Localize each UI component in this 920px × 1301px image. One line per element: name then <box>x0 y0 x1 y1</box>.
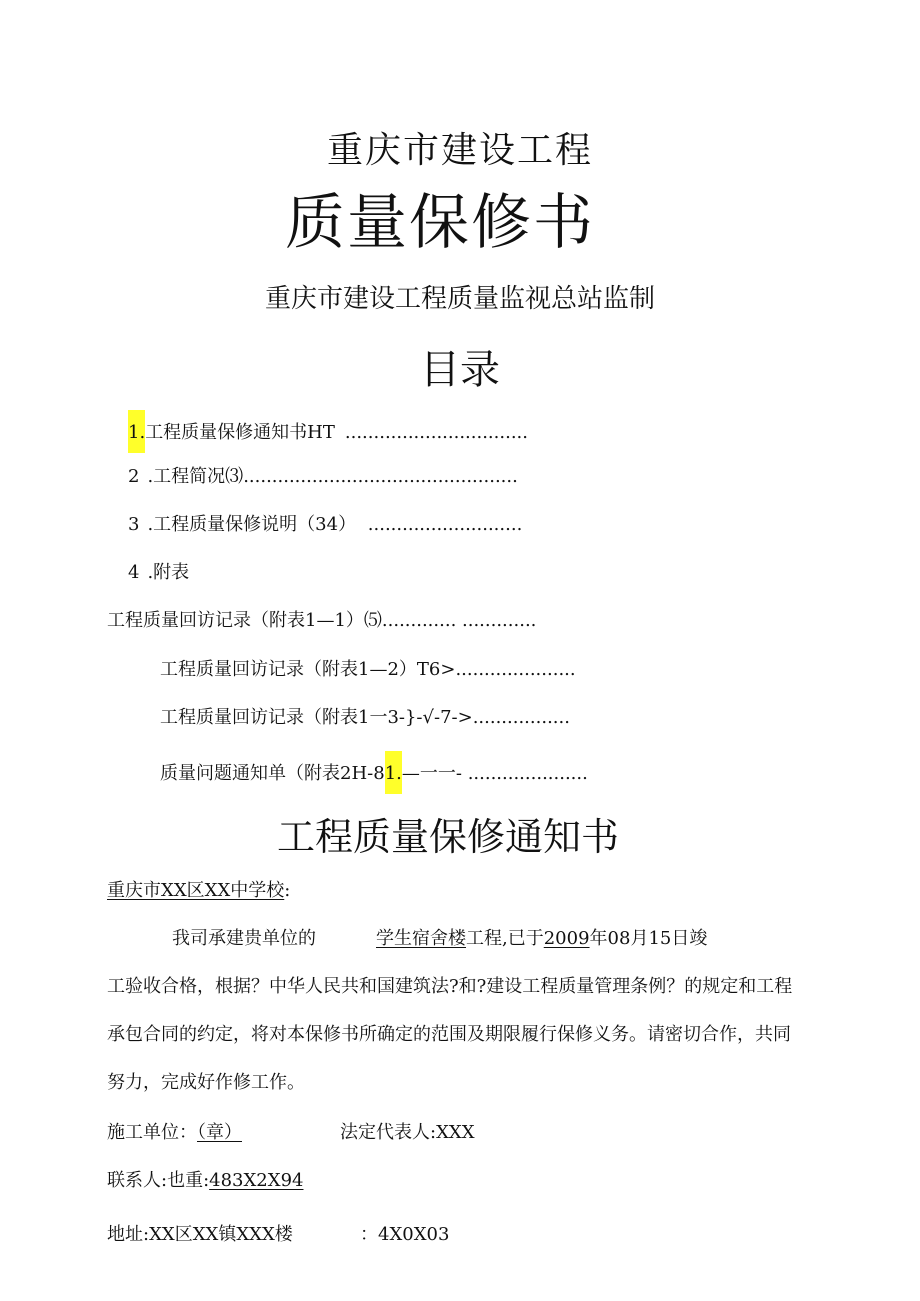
toc-text: .工程质量保修说明（34） <box>147 514 357 535</box>
toc-subitem[interactable] <box>160 751 588 794</box>
addressee-colon: : <box>284 880 291 901</box>
toc-dots: ..................... <box>455 659 576 680</box>
toc-dots: ............. ............. <box>381 610 537 631</box>
header-main-title: 质量保修书 <box>285 188 595 258</box>
toc-item[interactable] <box>128 410 528 453</box>
para-part1: 我司承建贵单位的 <box>172 928 316 949</box>
issuer-line: 重庆市建设工程质量监视总站监制 <box>264 284 655 314</box>
toc-item[interactable] <box>128 462 518 488</box>
toc-item[interactable] <box>128 558 189 584</box>
address-line: 地址:XX区XX镇XXX楼 <box>107 1224 293 1245</box>
toc-text: 工程质量回访记录（附表1—1）⑸ <box>107 610 382 631</box>
toc-highlight: 1. <box>385 751 402 794</box>
contact-line <box>107 1166 303 1192</box>
notice-paragraph-first-line <box>172 924 707 950</box>
toc-number: 2 <box>128 466 140 487</box>
contact-phone: 483X2X94 <box>209 1170 304 1191</box>
addressee: 重庆市XX区XX中学校 <box>107 880 285 901</box>
header-line1: 重庆市建设工程 <box>326 130 593 171</box>
toc-text: .附表 <box>147 562 190 583</box>
notice-body-line: 工验收合格，根据？中华人民共和国建筑法?和?建设工程质量管理条例？的规定和工程 <box>107 976 793 997</box>
postcode-line: ：4X0X03 <box>360 1224 450 1245</box>
toc-subitem[interactable] <box>107 606 536 632</box>
construction-unit-line <box>107 1118 242 1144</box>
toc-dots: ..................... <box>461 763 588 784</box>
toc-dots: ................. <box>472 707 570 728</box>
toc-dots: ................................................ <box>243 466 518 487</box>
toc-text: 工程质量回访记录（附表1一3-}-√-7-> <box>160 707 473 728</box>
project-name: 学生宿舍楼 <box>376 928 466 949</box>
toc-text: 工程质量保修通知书HT <box>145 422 335 443</box>
toc-title: 目录 <box>420 347 500 393</box>
toc-text: 质量问题通知单（附表2H-8 <box>160 763 385 784</box>
notice-body-line: 承包合同的约定，将对本保修书所确定的范围及期限履行保修义务。请密切合作，共同 <box>107 1024 791 1045</box>
toc-dots: ................................ <box>344 422 528 443</box>
legal-rep-line: 法定代表人:XXX <box>340 1122 475 1143</box>
toc-text: 工程质量回访记录（附表1—2）T6> <box>160 659 456 680</box>
toc-dots: ........................... <box>362 514 523 535</box>
unit-label: 施工单位： <box>107 1122 197 1143</box>
toc-number: 1. <box>128 410 145 453</box>
toc-text: .工程简况⑶ <box>147 466 244 487</box>
addressee-line <box>107 876 290 902</box>
unit-seal: （章） <box>197 1122 242 1143</box>
contact-label: 联系人:也重: <box>107 1170 210 1191</box>
notice-body-line: 努力，完成好作修工作。 <box>107 1072 305 1093</box>
toc-number: 4 <box>128 562 140 583</box>
notice-title: 工程质量保修通知书 <box>276 815 619 859</box>
toc-subitem[interactable] <box>160 703 570 729</box>
toc-text-after: —一一- <box>401 763 462 784</box>
para-part3: 年08月15日竣 <box>589 928 708 949</box>
year-value: 2009 <box>543 928 590 949</box>
para-part2: 工程,已于 <box>466 928 544 949</box>
toc-subitem[interactable] <box>160 655 576 681</box>
toc-number: 3 <box>128 514 140 535</box>
toc-item[interactable] <box>128 510 522 536</box>
